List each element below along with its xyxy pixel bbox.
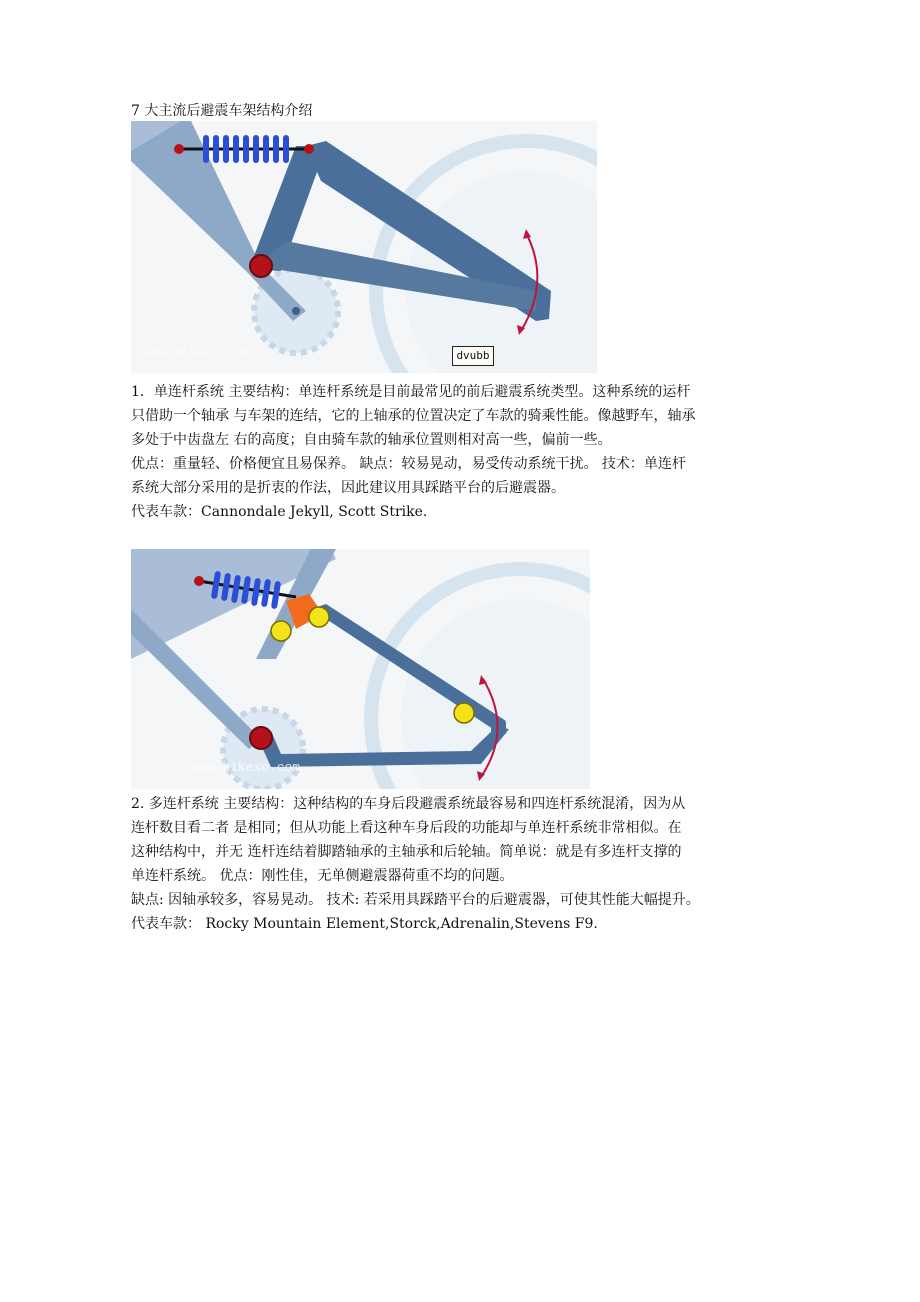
figure-single-pivot-diagram (131, 121, 597, 373)
section2-line: 单连杆系统。 优点：刚性佳，无单侧避震器荷重不均的问题。 (131, 868, 514, 884)
shock-mount-front (174, 144, 184, 154)
section2-line: 连杆数目看二者 是相同；但从功能上看这种车身后段的功能却与单连杆系统非常相似。在 (131, 820, 682, 836)
section1-line: 多处于中齿盘左 右的高度；自由骑车款的轴承位置则相对高一些，偏前一些。 (131, 432, 612, 448)
shock-mount-rear (304, 144, 314, 154)
section2-line: 缺点: 因轴承较多，容易晃动。 技术: 若采用具踩踏平台的后避震器，可使其性能大幅提升。 (131, 892, 700, 908)
seatstay-pivot (454, 703, 474, 723)
single-pivot-illustration (131, 121, 597, 373)
multi-link-illustration (131, 549, 590, 789)
section1-line: 代表车款：Cannondale Jekyll, Scott Strike. (131, 504, 428, 520)
image-stamp-label: dvubb (452, 346, 494, 366)
figure-multi-link-diagram (131, 549, 590, 789)
main-pivot (250, 255, 272, 277)
section1-line: 1．单连杆系统 主要结构：单连杆系统是目前最常见的前后避震系统类型。这种系统的运杆 (131, 384, 691, 400)
main-pivot (250, 727, 272, 749)
watermark: www.bikexo.com (146, 346, 247, 360)
rocker-pivot-lower (271, 621, 291, 641)
shock-mount-front (194, 576, 204, 586)
section1-line: 优点：重量轻、价格便宜且易保养。 缺点：较易晃动，易受传动系统干扰。 技术：单连杆 (131, 456, 686, 472)
section1-line: 系统大部分采用的是折衷的作法，因此建议用具踩踏平台的后避震器。 (131, 480, 565, 496)
bottom-bracket (292, 307, 300, 315)
rocker-pivot-upper (309, 607, 329, 627)
section2-line: 2. 多连杆系统 主要结构：这种结构的车身后段避震系统最容易和四连杆系统混淆，因为从 (131, 796, 686, 812)
down-tube (131, 609, 261, 749)
section1-line: 只借助一个轴承 与车架的连结，它的上轴承的位置决定了车款的骑乘性能。像越野车，轴承 (131, 408, 696, 424)
section2-line: 这种结构中，并无 连杆连结着脚踏轴承的主轴承和后轮轴。简单说：就是有多连杆支撑的 (131, 844, 682, 860)
watermark: www.bikexo.com (191, 760, 301, 775)
shock-spring-icon (203, 135, 289, 163)
page-title: 7 大主流后避震车架结构介绍 (131, 103, 313, 119)
section2-line: 代表车款： Rocky Mountain Element,Storck,Adrenalin,Stevens F9. (131, 916, 598, 932)
